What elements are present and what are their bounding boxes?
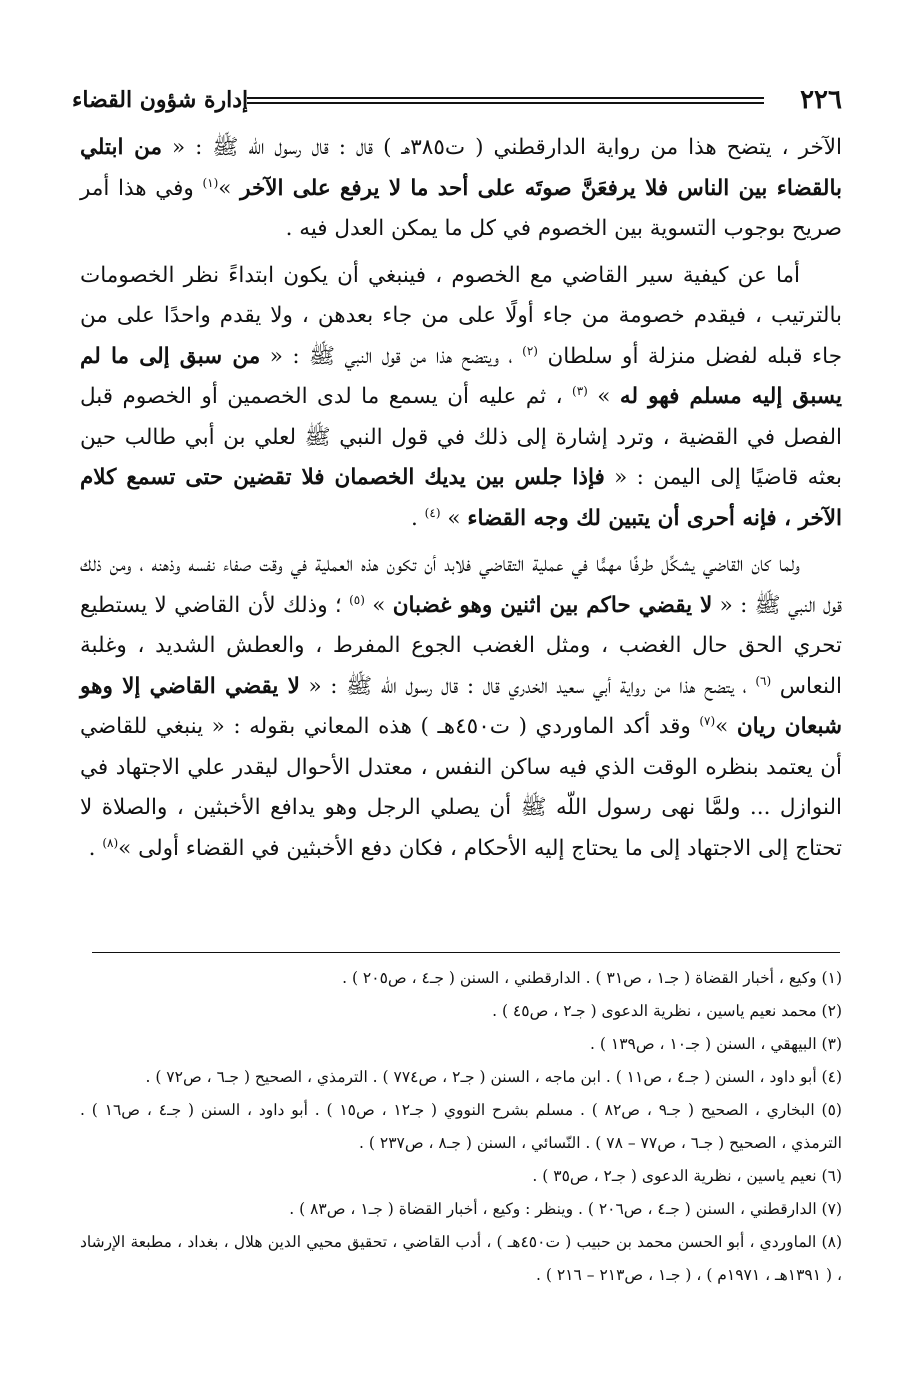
footnote-4: (٤) أبو داود ، السنن ( جـ٤ ، ص١١ ) . ابن ماجه ، السنن ( جـ٢ ، ص٧٧٤ ) . الترمذي ، الصحيح ( جـ٦ ، ص٧٢ ) . — [145, 1068, 842, 1086]
footnote-ref: (٨) — [102, 835, 119, 850]
paragraph-3 — [80, 545, 842, 869]
text-run: ، ثم عليه أن يسمع ما لدى الخصمين أو الخصوم قبل الفصل في القضية ، وترد إشارة إلى ذلك في قول النبي ﷺ لعلي بن أبي طالب حين بعثه قاضيًا إلى اليمن : « — [80, 384, 842, 490]
footnote-ref: (١) — [202, 175, 219, 190]
hadith-quote: لا يقضي حاكم بين اثنين وهو غضبان — [392, 592, 713, 618]
footnote-6: (٦) نعيم ياسين ، نظرية الدعوى ( جـ٢ ، ص٣٥ ) . — [532, 1167, 842, 1185]
text-run: » — [218, 175, 241, 201]
text-run: . — [411, 505, 425, 531]
text-run: ؛ وذلك لأن القاضي لا يستطيع تحري الحق حال الغضب ، ومثل الغضب الجوع المفرط ، والعطش الشديد ، وغلبة النعاس — [80, 592, 842, 699]
footnote-ref: (٢) — [522, 343, 538, 358]
text-run: ، يتضح هذا من رواية أبي سعيد الخدري قال : قال رسول اللّه ﷺ : « — [299, 673, 756, 699]
header-double-rule — [247, 97, 764, 104]
text-run: ، ويتضح هذا من قول النبي ﷺ : « — [260, 343, 523, 369]
text-run: أما عن كيفية سير القاضي مع الخصوم ، فينبغي أن يكون ابتداءً نظر الخصومات بالترتيب ، فيقدم خصومة من جاء أولًا على من جاء بعدهن ، ولا يقدم واحدًا على من جاء قبله لفضل منزلة أو سلطان — [80, 262, 842, 369]
hadith-quote: لا يقضي القاضي إلا وهو شبعان ريان — [80, 673, 842, 739]
hadith-quote: من سبق إلى ما لم يسبق إليه مسلم فهو له — [80, 343, 842, 409]
running-title: إدارة شؤون القضاء — [72, 87, 249, 113]
footnote-3: (٣) البيهقي ، السنن ( جـ١٠ ، ص١٣٩ ) . — [590, 1035, 842, 1053]
footnote-7: (٧) الدارقطني ، السنن ( جـ٤ ، ص٢٠٦ ) . وينظر : وكيع ، أخبار القضاة ( جـ١ ، ص٨٣ ) . — [289, 1200, 842, 1218]
footnote-separator — [92, 952, 840, 953]
page-number: ٢٢٦ — [800, 85, 842, 115]
footnotes — [80, 962, 842, 1292]
text-run: . — [88, 835, 103, 861]
text-run: » — [372, 592, 393, 618]
footnote-ref: (٦) — [755, 673, 772, 688]
hadith-quote: فإذا جلس بين يديك الخصمان فلا تقضين حتى تسمع كلام الآخر ، فإنه أحرى أن يتبين لك وجه القضاء — [80, 465, 842, 531]
footnote-ref: (٤) — [424, 505, 441, 520]
text-run: وقد أكد الماوردي ( ت٤٥٠هـ ) هذه المعاني بقوله : « ينبغي للقاضي أن يعتمد بنظره الوقت الذي فيه ساكن النفس ، معتدل الأحوال ليقدر علي الاجتهاد في النوازل ... ولمَّا نهى رسول اللّه ﷺ أن يصلي الرجل وهو يدافع الأخبثين ، والصلاة لا تحتاج إلى الاجتهاد إلى ما يحتاج إليه الأحكام ، فكان دفع الأخبثين في القضاء أولى » — [80, 714, 842, 861]
footnote-5: (٥) البخاري ، الصحيح ( جـ٩ ، ص٨٢ ) . مسلم بشرح النووي ( جـ١٢ ، ص١٥ ) . أبو داود ، السنن ( جـ٤ ، ص١٦ ) . الترمذي ، الصحيح ( جـ٦ ، ص٧٧ – ٧٨ ) . النّسائي ، السنن ( جـ٨ ، ص٢٣٧ ) . — [80, 1101, 842, 1152]
page-header — [72, 82, 842, 122]
footnote-8: (٨) الماوردي ، أبو الحسن محمد بن حبيب ( ت٤٥٠هـ ) ، أدب القاضي ، تحقيق محيي الدين هلال ، بغداد ، مطبعة الإرشاد ، ( ١٣٩١هـ ، ١٩٧١م ) ، ( جـ١ ، ص٢١٣ – ٢١٦ ) . — [80, 1233, 842, 1284]
text-run: » — [715, 714, 737, 739]
footnote-ref: (٥) — [349, 592, 365, 607]
text-run: وفي هذا أمر صريح بوجوب التسوية بين الخصوم في كل ما يمكن العدل فيه . — [80, 175, 842, 241]
hadith-quote: من ابتلي بالقضاء بين الناس فلا يرفعَنَّ صوتَه على أحد ما لا يرفع على الآخر — [80, 135, 842, 201]
text-run: » — [447, 505, 468, 531]
text-run: ولما كان القاضي يشكِّل طرفًا مهمًّا في عملية التقاضي فلابد أن تكون هذه العملية في وقت صفاء نفسه وذهنه ، ومن ذلك قول النبي ﷺ : « — [80, 552, 842, 618]
paragraph-1 — [80, 128, 842, 250]
main-text — [80, 128, 842, 875]
footnote-ref: (٣) — [572, 383, 588, 398]
text-run: الآخر ، يتضح هذا من رواية الدارقطني ( ت٣٨٥هـ ) قال : قال رسول اللّه ﷺ : « — [162, 135, 842, 160]
footnote-ref: (٧) — [699, 713, 716, 728]
text-run: » — [597, 384, 620, 409]
footnote-1: (١) وكيع ، أخبار القضاة ( جـ١ ، ص٣١ ) . الدارقطني ، السنن ( جـ٤ ، ص٢٠٥ ) . — [342, 969, 842, 987]
footnote-2: (٢) محمد نعيم ياسين ، نظرية الدعوى ( جـ٢ ، ص٤٥ ) . — [492, 1002, 842, 1020]
paragraph-2 — [80, 256, 842, 540]
